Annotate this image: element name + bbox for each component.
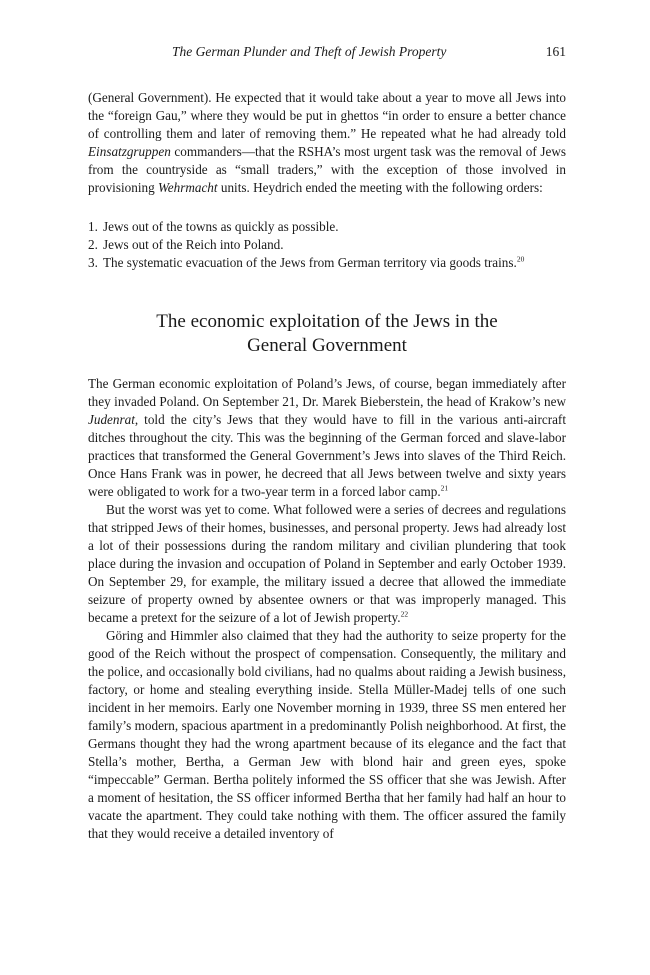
- orders-list: [88, 218, 566, 272]
- heading-line: General Government: [247, 335, 407, 356]
- text-run: But the worst was yet to come. What followed were a series of decrees and regulations that stripped Jews of their homes, businesses, and personal property. Jews had already lost a lot of their possessions during the random military and civilian plundering that took place during the invasion and occupation of Poland in September and early October 1939. On September 29, for example, the military issued a decree that allowed the immediate seizure of property owned by absentee owners or that was improperly managed. This became a pretext for the seizure of a lot of Jewish property.: [88, 502, 566, 625]
- paragraph: [88, 375, 566, 501]
- list-item: [88, 218, 566, 236]
- list-number: 3.: [88, 255, 98, 270]
- list-number: 2.: [88, 237, 98, 252]
- footnote-marker: 20: [516, 254, 525, 264]
- running-title: The German Plunder and Theft of Jewish Property: [172, 44, 447, 59]
- page-number: 161: [545, 44, 566, 59]
- text-run: Göring and Himmler also claimed that they had the authority to seize property for the good of the Reich without the prospect of compensation. Consequently, the military and the police, and occasionally bold civilians, had no qualms about raiding a Jewish business, factory, or home and stealing everything inside. Stella Müller-Madej tells of one such incident in her memoirs. Early one November morning in 1939, three SS men entered her family’s modern, spacious apartment in a predominantly Polish neighborhood. At first, the Germans thought they had the wrong apartment because of its elegance and the fact that Stella’s mother, Bertha, a German Jew with blond hair and green eyes, spoke “impeccable” German. Bertha politely informed the SS officer that she was Jewish. After a moment of hesitation, the SS officer informed Bertha that her family had half an hour to vacate the apartment. They could take nothing with them. The officer assured the family that they would receive a detailed inventory of: [88, 628, 566, 841]
- text-run: The German economic exploitation of Poland’s Jews, of course, began immediately after they invaded Poland. On September 21, Dr. Marek Bieberstein, the head of Krakow’s new: [88, 376, 566, 409]
- list-item-text: Jews out of the Reich into Poland.: [103, 237, 284, 252]
- text-run: commanders—that the RSHA’s most urgent task was the removal of Jews from the countryside as “small traders,” with the exception of those involved in provisioning: [88, 144, 566, 195]
- paragraph: [88, 627, 566, 843]
- italic-term: Judenrat: [88, 412, 135, 427]
- list-item-text: The systematic evacuation of the Jews from German territory via goods trains.: [103, 255, 517, 270]
- section-heading: [88, 310, 566, 358]
- paragraph: [88, 501, 566, 627]
- list-number: 1.: [88, 219, 98, 234]
- footnote-marker: 22: [400, 609, 409, 619]
- running-head: [88, 44, 566, 64]
- text-run: (General Government). He expected that it would take about a year to move all Jews into the “foreign Gau,” where they would be put in ghettos “in order to ensure a better chance of controlling them and later of removing them.” He repeated what he had already told: [88, 90, 566, 141]
- paragraph-continued: [88, 89, 566, 197]
- list-item-text: Jews out of the towns as quickly as possible.: [103, 219, 339, 234]
- list-item: [88, 254, 566, 272]
- italic-term: Einsatzgruppen: [88, 144, 171, 159]
- italic-term: Wehrmacht: [157, 180, 218, 195]
- body-text: [88, 89, 566, 843]
- list-item: [88, 236, 566, 254]
- text-run: , told the city’s Jews that they would have to fill in the various anti-aircraft ditches throughout the city. This was the beginning of the German forced and slave-labor practices that transformed the General Government’s Jews into slaves of the Third Reich. Once Hans Frank was in power, he decreed that all Jews between twelve and sixty years were obligated to work for a two-year term in a forced labor camp.: [88, 412, 566, 499]
- text-run: units. Heydrich ended the meeting with the following orders:: [217, 180, 543, 195]
- heading-line: The economic exploitation of the Jews in the: [156, 311, 498, 332]
- footnote-marker: 21: [440, 483, 449, 493]
